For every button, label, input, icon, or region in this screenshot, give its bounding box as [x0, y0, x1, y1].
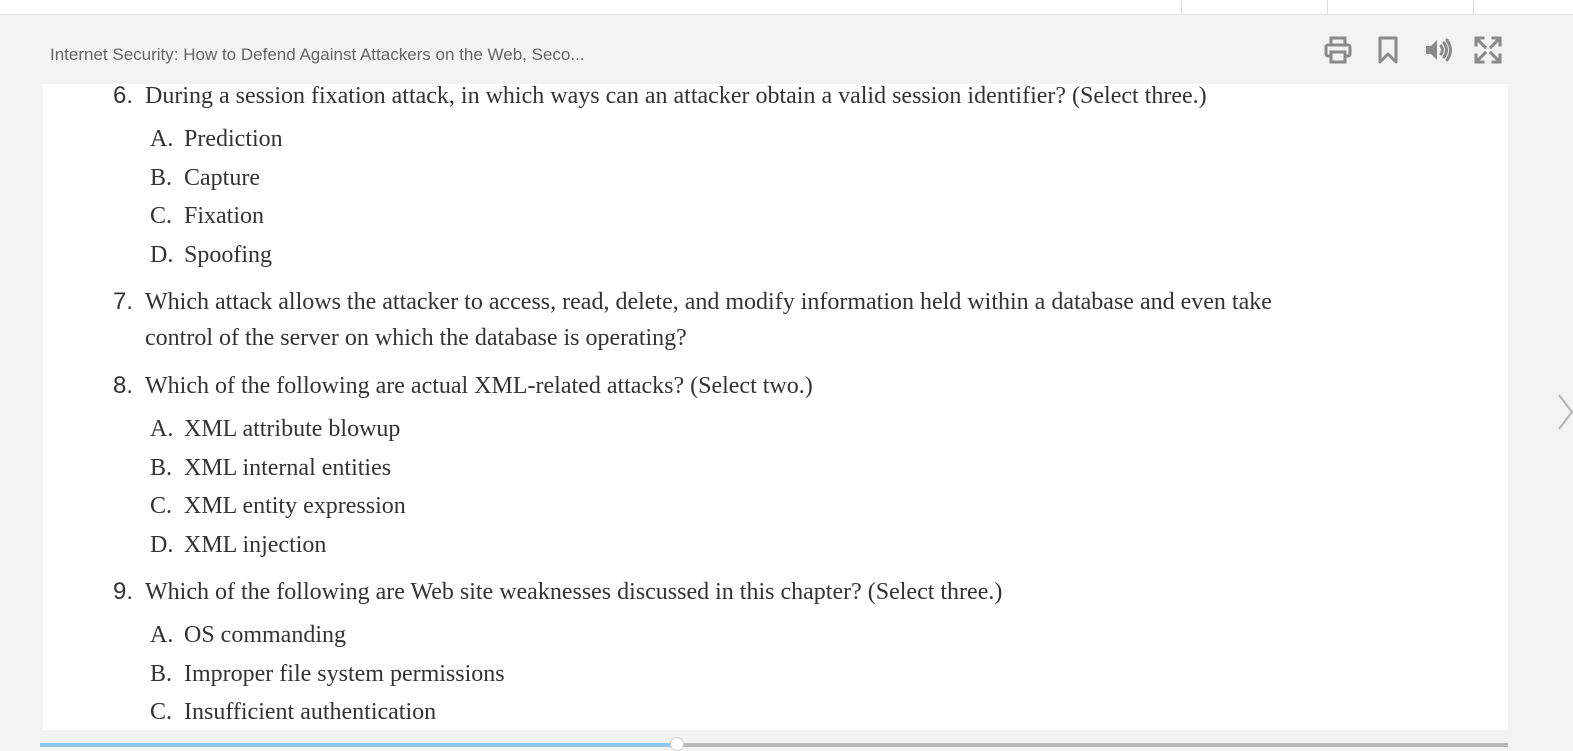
book-title: Internet Security: How to Defend Against Attackers on the Web, Seco... — [50, 45, 585, 64]
bookmark-button[interactable] — [1370, 32, 1406, 68]
option-text: XML attribute blowup — [184, 416, 401, 442]
progress-fill — [40, 743, 677, 747]
reading-progress-bar[interactable] — [40, 743, 1508, 747]
answer-option — [150, 655, 1413, 694]
question-number: 9. — [113, 578, 134, 605]
next-page-button[interactable] — [1556, 393, 1573, 433]
answer-option — [150, 487, 1413, 526]
option-letter: B. — [150, 164, 173, 191]
answer-option — [150, 236, 1413, 275]
question-9 — [113, 574, 1413, 730]
option-text: Insufficient authentication — [184, 699, 437, 725]
top-bar-divider — [1327, 0, 1328, 14]
answer-option — [150, 120, 1413, 159]
answer-options — [150, 410, 1413, 564]
option-text: Fixation — [184, 203, 265, 229]
option-letter: A. — [150, 126, 174, 152]
print-button[interactable] — [1320, 32, 1356, 68]
top-bar-divider — [1181, 0, 1182, 14]
question-7 — [113, 284, 1413, 368]
question-text: Which attack allows the attacker to access, read, delete, and modify information held within a database and even take control of the server on which the database is operating? — [145, 289, 1272, 351]
option-text: XML entity expression — [184, 493, 406, 519]
question-text: Which of the following are actual XML-related attacks? (Select two.) — [145, 373, 813, 399]
question-list — [113, 84, 1413, 730]
option-text: Spoofing — [184, 241, 273, 268]
option-letter: C. — [150, 493, 173, 519]
answer-options — [150, 616, 1413, 730]
fullscreen-button[interactable] — [1470, 32, 1506, 68]
print-icon — [1323, 35, 1353, 65]
speaker-icon — [1423, 35, 1453, 65]
option-text: Improper file system permissions — [184, 660, 505, 687]
answer-option — [150, 449, 1413, 488]
answer-option — [150, 159, 1413, 198]
top-bar — [0, 0, 1573, 15]
option-letter: B. — [150, 454, 173, 481]
option-letter: C. — [150, 699, 173, 725]
top-bar-divider — [1473, 0, 1474, 14]
question-text: During a session fixation attack, in which ways can an attacker obtain a valid session identifier? (Select three.) — [145, 84, 1207, 109]
bookmark-icon — [1373, 35, 1403, 65]
option-letter: B. — [150, 660, 173, 687]
audio-button[interactable] — [1420, 32, 1456, 68]
question-8 — [113, 368, 1413, 564]
reader-toolbar — [1320, 32, 1506, 68]
option-text: XML injection — [184, 531, 327, 558]
fullscreen-icon — [1473, 35, 1503, 65]
option-text: OS commanding — [184, 622, 346, 648]
chevron-right-icon — [1556, 393, 1573, 433]
question-6 — [113, 84, 1413, 274]
answer-option — [150, 616, 1413, 655]
answer-option — [150, 693, 1413, 730]
option-letter: A. — [150, 622, 174, 648]
option-letter: D. — [150, 531, 174, 558]
progress-handle[interactable] — [670, 737, 684, 751]
question-number: 6. — [113, 84, 134, 109]
question-number: 8. — [113, 372, 134, 399]
option-letter: D. — [150, 241, 174, 268]
answer-option — [150, 526, 1413, 565]
answer-option — [150, 197, 1413, 236]
option-text: XML internal entities — [184, 454, 392, 481]
option-letter: C. — [150, 203, 173, 229]
option-text: Prediction — [184, 126, 283, 152]
answer-options — [150, 120, 1413, 274]
question-number: 7. — [113, 288, 134, 315]
question-text: Which of the following are Web site weaknesses discussed in this chapter? (Select three.) — [145, 579, 1003, 605]
answer-option — [150, 410, 1413, 449]
option-text: Capture — [184, 164, 260, 191]
book-page — [43, 84, 1508, 730]
option-letter: A. — [150, 416, 174, 442]
